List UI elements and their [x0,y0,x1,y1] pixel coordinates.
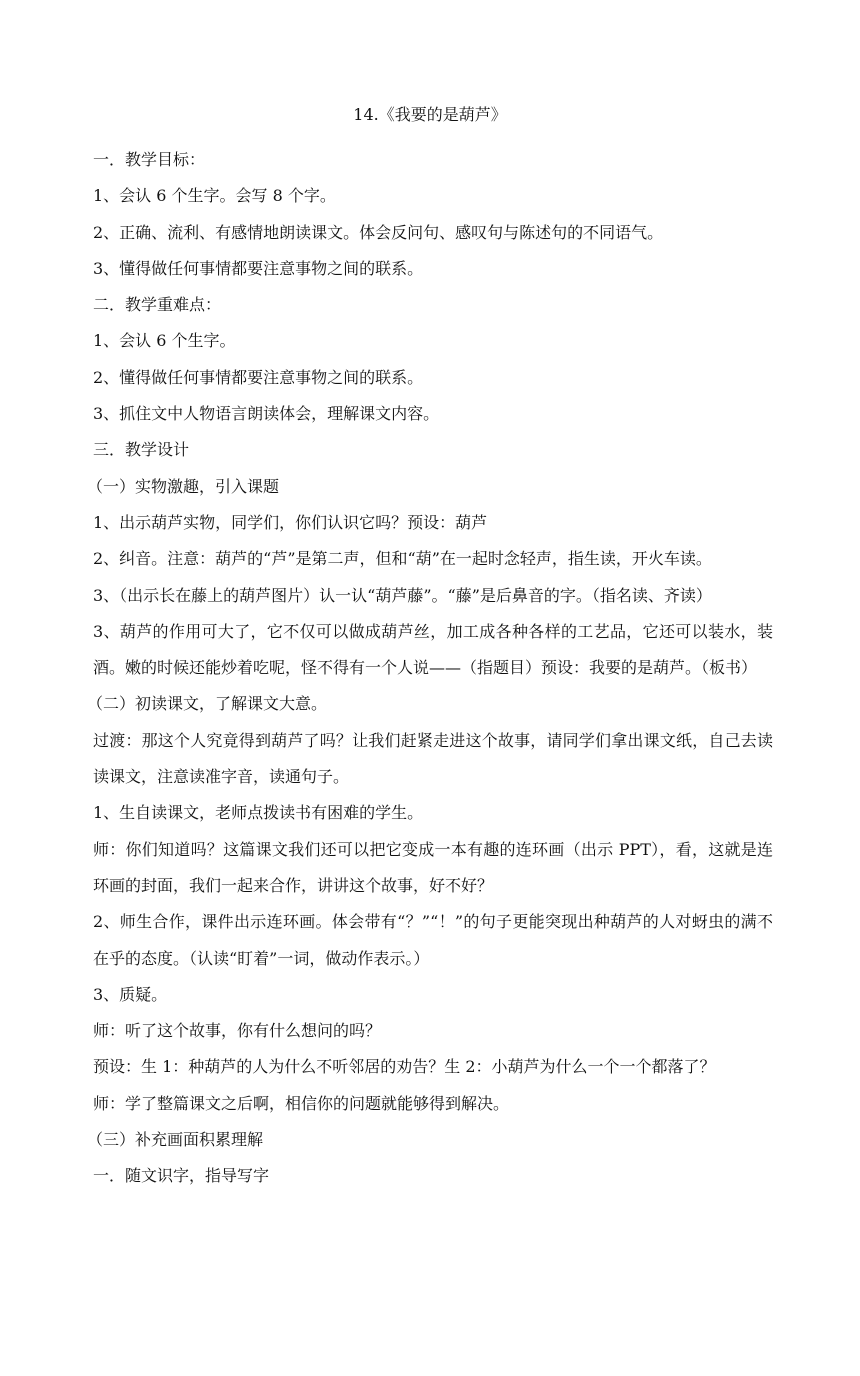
paragraph: 过渡：那这个人究竟得到葫芦了吗？让我们赶紧走进这个故事，请同学们拿出课文纸，自己去读读课文，注意读准字音，读通句子。 [93,730,773,787]
paragraph: 3、葫芦的作用可大了，它不仅可以做成葫芦丝，加工成各种各样的工艺品，它还可以装水，装酒。嫩的时候还能炒着吃呢，怪不得有一个人说——（指题目）预设：我要的是葫芦。（板书） [93,621,773,678]
paragraph: 师：学了整篇课文之后啊，相信你的问题就能够得到解决。 [93,1093,510,1113]
paragraph: 1、会认 6 个生字。会写 8 个字。 [93,186,336,206]
section-heading-objectives: 一．教学目标： [93,150,206,169]
subsection-heading: （二）初读课文，了解课文大意。 [87,694,328,714]
paragraph: 3、（出示长在藤上的葫芦图片）认一认“葫芦藤”。“藤”是后鼻音的字。（指名读、齐读） [93,585,712,605]
paragraph: 3、质疑。 [93,984,168,1004]
document-title: 14.《我要的是葫芦》 [353,105,507,124]
subsection-heading: （三）补充画面积累理解 [87,1130,264,1150]
paragraph: 2、师生合作，课件出示连环画。体会带有“？”“！”的句子更能突现出种葫芦的人对蚜虫的满不在乎的态度。（认读“盯着”一词，做动作表示。） [93,912,773,968]
section-heading-key-points: 二．教学重难点： [93,295,222,315]
paragraph: 2、纠音。注意：葫芦的“芦”是第二声，但和“葫”在一起时念轻声，指生读，开火车读。 [93,549,712,569]
paragraph: 师：听了这个故事，你有什么想问的吗？ [93,1021,382,1041]
paragraph: 2、懂得做任何事情都要注意事物之间的联系。 [93,367,424,387]
paragraph: 1、会认 6 个生字。 [93,331,236,351]
section-heading: 一．随文识字，指导写字 [93,1166,270,1186]
paragraph: 2、正确、流利、有感情地朗读课文。体会反问句、感叹句与陈述句的不同语气。 [93,222,664,242]
subsection-heading: （一）实物激趣，引入课题 [87,476,280,496]
section-heading-design: 三．教学设计 [93,440,190,460]
paragraph: 1、生自读课文，老师点拨读书有困难的学生。 [93,803,424,823]
document-body [87,142,773,1195]
paragraph: 师：你们知道吗？这篇课文我们还可以把它变成一本有趣的连环画（出示 PPT），看，这就是连环画的封面，我们一起来合作，讲讲这个故事，好不好？ [93,839,773,895]
paragraph: 3、抓住文中人物语言朗读体会，理解课文内容。 [93,404,440,424]
paragraph: 预设：生 1：种葫芦的人为什么不听邻居的劝告？生 2：小葫芦为什么一个一个都落了？ [93,1057,716,1077]
paragraph: 1、出示葫芦实物，同学们，你们认识它吗？预设：葫芦 [93,512,488,532]
paragraph: 3、懂得做任何事情都要注意事物之间的联系。 [93,258,424,278]
